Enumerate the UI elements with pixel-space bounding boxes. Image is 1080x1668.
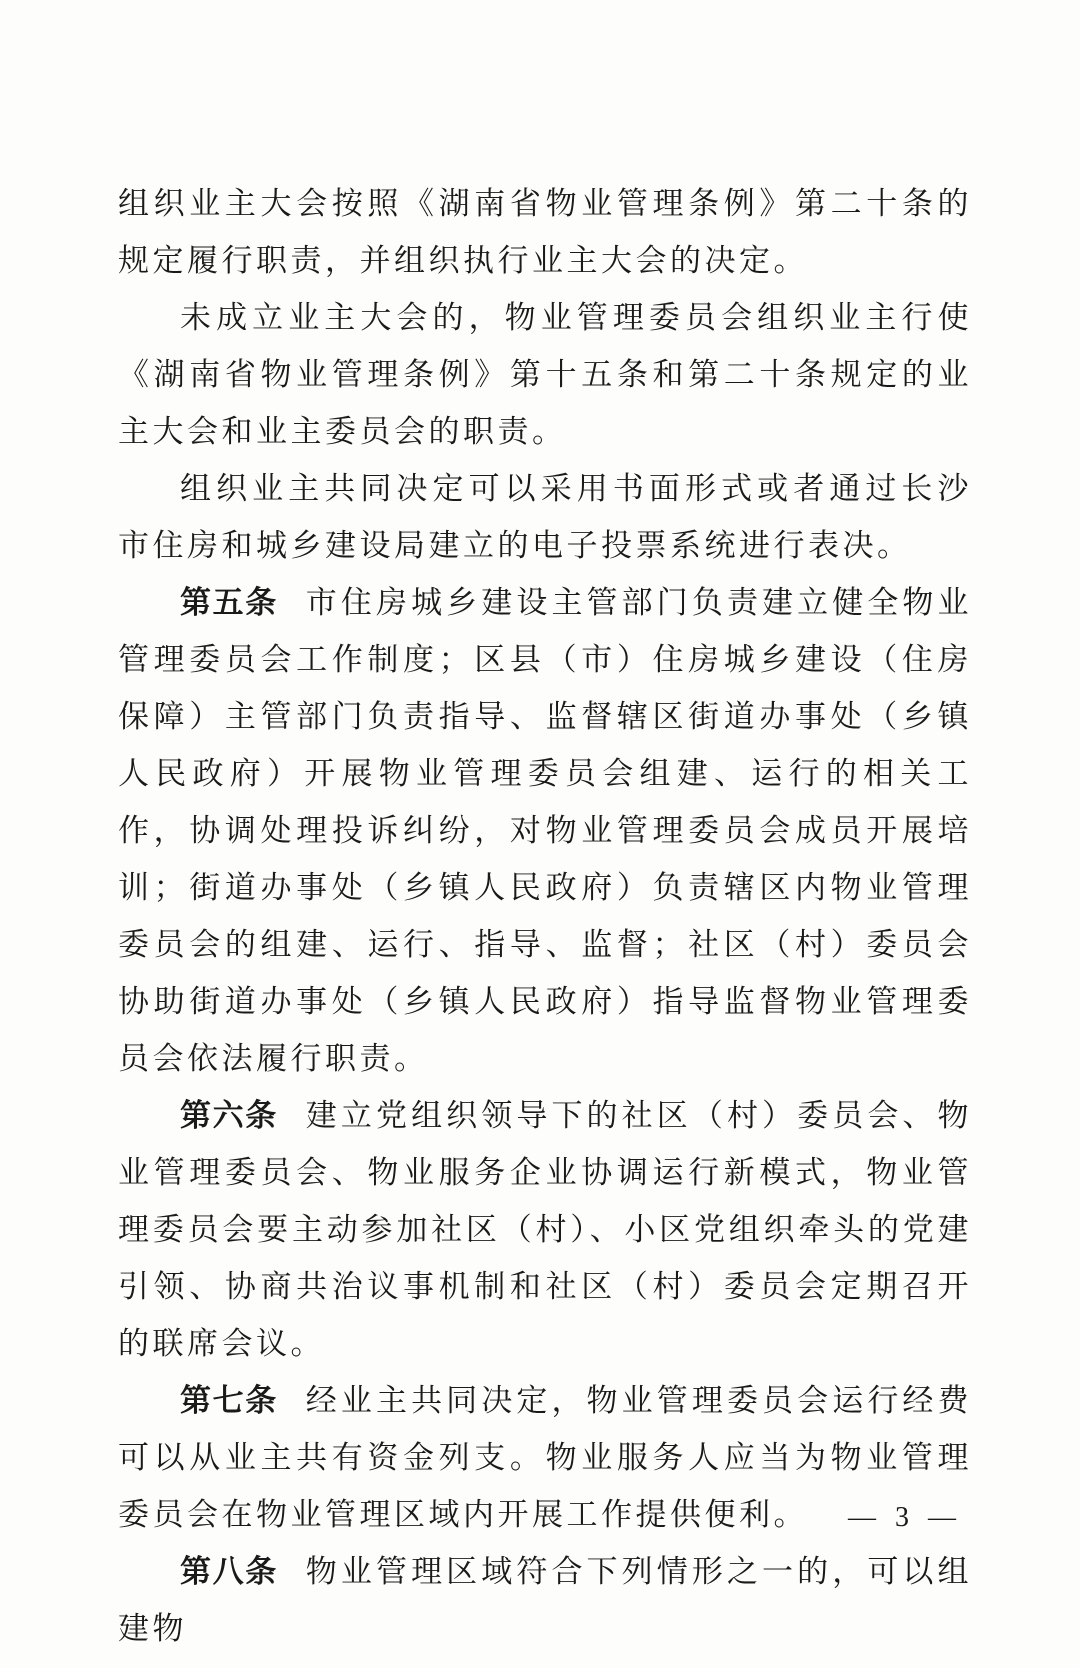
paragraph-text: 组织业主共同决定可以采用书面形式或者通过长沙市住房和城乡建设局建立的电子投票系统进行表决。 [118, 471, 972, 564]
paragraph-text: 经业主共同决定，物业管理委员会运行经费可以从业主共有资金列支。物业服务人应当为物业管理委员会在物业管理区域内开展工作提供便利。 [118, 1383, 973, 1533]
article-heading: 第六条 [180, 1098, 278, 1134]
article-heading: 第七条 [180, 1383, 278, 1419]
paragraph [118, 176, 972, 290]
paragraph [118, 461, 972, 575]
article-paragraph [118, 575, 972, 1088]
article-heading: 第八条 [180, 1554, 278, 1590]
article-heading: 第五条 [180, 585, 278, 621]
paragraph-text: 未成立业主大会的，物业管理委员会组织业主行使《湖南省物业管理条例》第十五条和第二十条规定的业主大会和业主委员会的职责。 [118, 300, 972, 450]
article-paragraph [118, 1373, 972, 1544]
paragraph [118, 290, 972, 461]
paragraph-text: 建立党组织领导下的社区（村）委员会、物业管理委员会、物业服务企业协调运行新模式，物业管理委员会要主动参加社区（村）、小区党组织牵头的党建引领、协商共治议事机制和社区（村）委员会定期召开的联席会议。 [118, 1098, 973, 1362]
paragraph-text: 物业管理区域符合下列情形之一的，可以组建物 [118, 1554, 973, 1647]
document-body [118, 176, 972, 1658]
article-paragraph [118, 1088, 972, 1373]
page-number: — 3 — [848, 1502, 962, 1533]
article-paragraph [118, 1544, 972, 1658]
paragraph-text: 组织业主大会按照《湖南省物业管理条例》第二十条的规定履行职责，并组织执行业主大会的决定。 [118, 186, 972, 279]
paragraph-text: 市住房城乡建设主管部门负责建立健全物业管理委员会工作制度；区县（市）住房城乡建设（住房保障）主管部门负责指导、监督辖区街道办事处（乡镇人民政府）开展物业管理委员会组建、运行的相关工作，协调处理投诉纠纷，对物业管理委员会成员开展培训；街道办事处（乡镇人民政府）负责辖区内物业管理委员会的组建、运行、指导、监督；社区（村）委员会协助街道办事处（乡镇人民政府）指导监督物业管理委员会依法履行职责。 [118, 585, 973, 1077]
